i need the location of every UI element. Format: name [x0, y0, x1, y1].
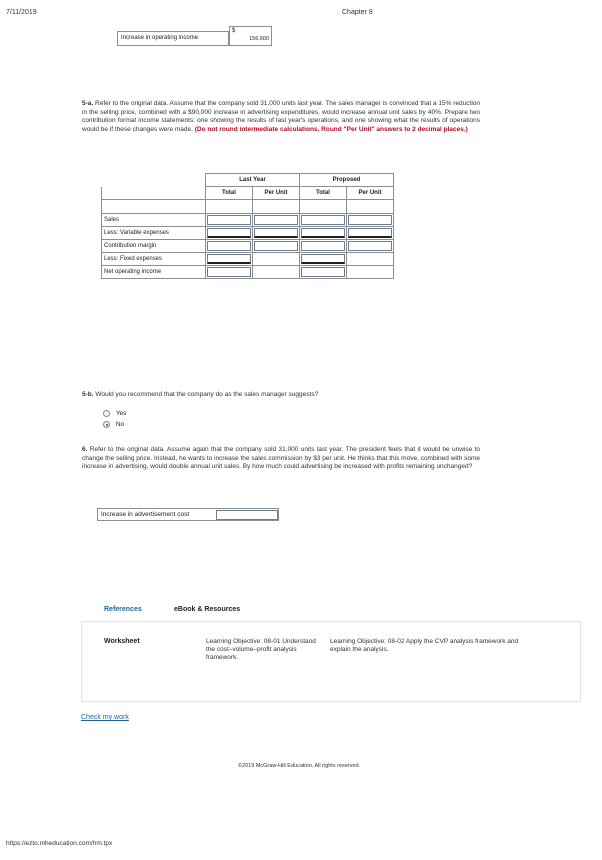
- variable-last-per-unit[interactable]: [253, 227, 300, 240]
- tab-ebook-resources[interactable]: eBook & Resources: [174, 606, 241, 613]
- currency-symbol: $: [232, 28, 236, 34]
- row-label-net-operating-income: Net operating income: [102, 266, 206, 279]
- row-label-sales: Sales: [102, 214, 206, 227]
- increase-operating-income-value: 156,600: [249, 36, 269, 42]
- advertisement-cost-input[interactable]: [216, 510, 278, 520]
- question-5a-instruction: (Do not round intermediate calculations. Round "Per Unit" answers to 2 decimal places.): [194, 125, 468, 133]
- proposed-header: Proposed: [300, 174, 394, 187]
- question-5b-number: 5-b.: [82, 391, 94, 398]
- cm-proposed-per-unit[interactable]: [347, 240, 394, 253]
- col-header-per-unit: Per Unit: [253, 187, 300, 200]
- sales-last-total[interactable]: [206, 214, 253, 227]
- radio-yes-icon[interactable]: [103, 410, 110, 417]
- sales-proposed-total[interactable]: [300, 214, 347, 227]
- question-5b: [82, 391, 482, 400]
- table-row: [102, 214, 394, 227]
- variable-proposed-total[interactable]: [300, 227, 347, 240]
- table-row: [102, 266, 394, 279]
- cm-last-per-unit[interactable]: [253, 240, 300, 253]
- page-title: Chapter 8: [342, 9, 373, 16]
- row-label-contribution-margin: Contribution margin: [102, 240, 206, 253]
- table-row: [102, 253, 394, 266]
- cm-proposed-total[interactable]: [300, 240, 347, 253]
- question-5a-text: Refer to the original data. Assume that the company sold 31,000 units last year. The sales manager is convinced that a 15% reduction in the selling price, combined with a $90,000 increase in advertising expenditures, would increase annual unit sales by 40%. Prepare two contribution format income statements: one showing the results of last year's operations, and one showing what the results of operations would be if these changes were made.: [82, 100, 480, 133]
- fixed-last-total[interactable]: [206, 253, 253, 266]
- radio-yes-label: Yes: [115, 410, 127, 418]
- sales-proposed-per-unit[interactable]: [347, 214, 394, 227]
- radio-no-label: No: [115, 421, 125, 429]
- learning-objective-1: Learning Objective: 08-01 Understand the cost–volume–profit analysis framework.: [206, 638, 316, 661]
- question-6-number: 6.: [82, 446, 88, 453]
- question-5a-number: 5-a.: [82, 100, 94, 107]
- col-header-per-unit: Per Unit: [347, 187, 394, 200]
- row-label-variable-expenses: Less: Variable expenses: [102, 227, 206, 240]
- tab-references[interactable]: References: [104, 606, 142, 613]
- check-my-work-link[interactable]: Check my work: [81, 714, 129, 721]
- col-header-total: Total: [206, 187, 253, 200]
- fixed-proposed-total[interactable]: [300, 253, 347, 266]
- cm-last-total[interactable]: [206, 240, 253, 253]
- income-statement-table: [101, 173, 394, 279]
- increase-operating-income-label: Increase in operating income: [117, 31, 229, 46]
- learning-objective-2: Learning Objective: 08-02 Apply the CVP analysis framework and explain the analysis.: [330, 638, 519, 653]
- radio-option-yes[interactable]: [103, 410, 126, 418]
- radio-no-icon[interactable]: [103, 421, 110, 428]
- worksheet-label[interactable]: Worksheet: [104, 638, 140, 645]
- advertisement-cost-label: Increase in advertisement cost: [101, 511, 190, 518]
- radio-option-no[interactable]: [103, 421, 124, 429]
- table-row: [102, 240, 394, 253]
- sales-last-per-unit[interactable]: [253, 214, 300, 227]
- footer-url: https://ezto.mheducation.com/hm.tpx: [6, 840, 113, 847]
- table-row: [102, 227, 394, 240]
- last-year-header: Last Year: [206, 174, 300, 187]
- question-6: [82, 446, 480, 472]
- variable-proposed-per-unit[interactable]: [347, 227, 394, 240]
- col-header-total: Total: [300, 187, 347, 200]
- increase-operating-income-field[interactable]: [229, 26, 272, 46]
- row-label-fixed-expenses: Less: Fixed expenses: [102, 253, 206, 266]
- noi-last-total[interactable]: [206, 266, 253, 279]
- print-date: 7/11/2019: [6, 9, 37, 16]
- question-6-text: Refer to the original data. Assume again that the company sold 31,000 units last year. The president feels that it would be unwise to change the selling price. Instead, he wants to increase the sales commission by $3 per unit. He thinks that this move, combined with some increase in advertising, would double annual unit sales. By how much could advertising be increased with profits remaining unchanged?: [82, 446, 480, 470]
- references-panel: [81, 621, 581, 702]
- copyright-text: ©2019 McGraw-Hill Education. All rights reserved.: [238, 763, 361, 769]
- question-5b-text: Would you recommend that the company do as the sales manager suggests?: [95, 391, 319, 398]
- question-5a: [82, 100, 480, 134]
- variable-last-total[interactable]: [206, 227, 253, 240]
- advertisement-cost-row: [97, 508, 279, 521]
- noi-proposed-total[interactable]: [300, 266, 347, 279]
